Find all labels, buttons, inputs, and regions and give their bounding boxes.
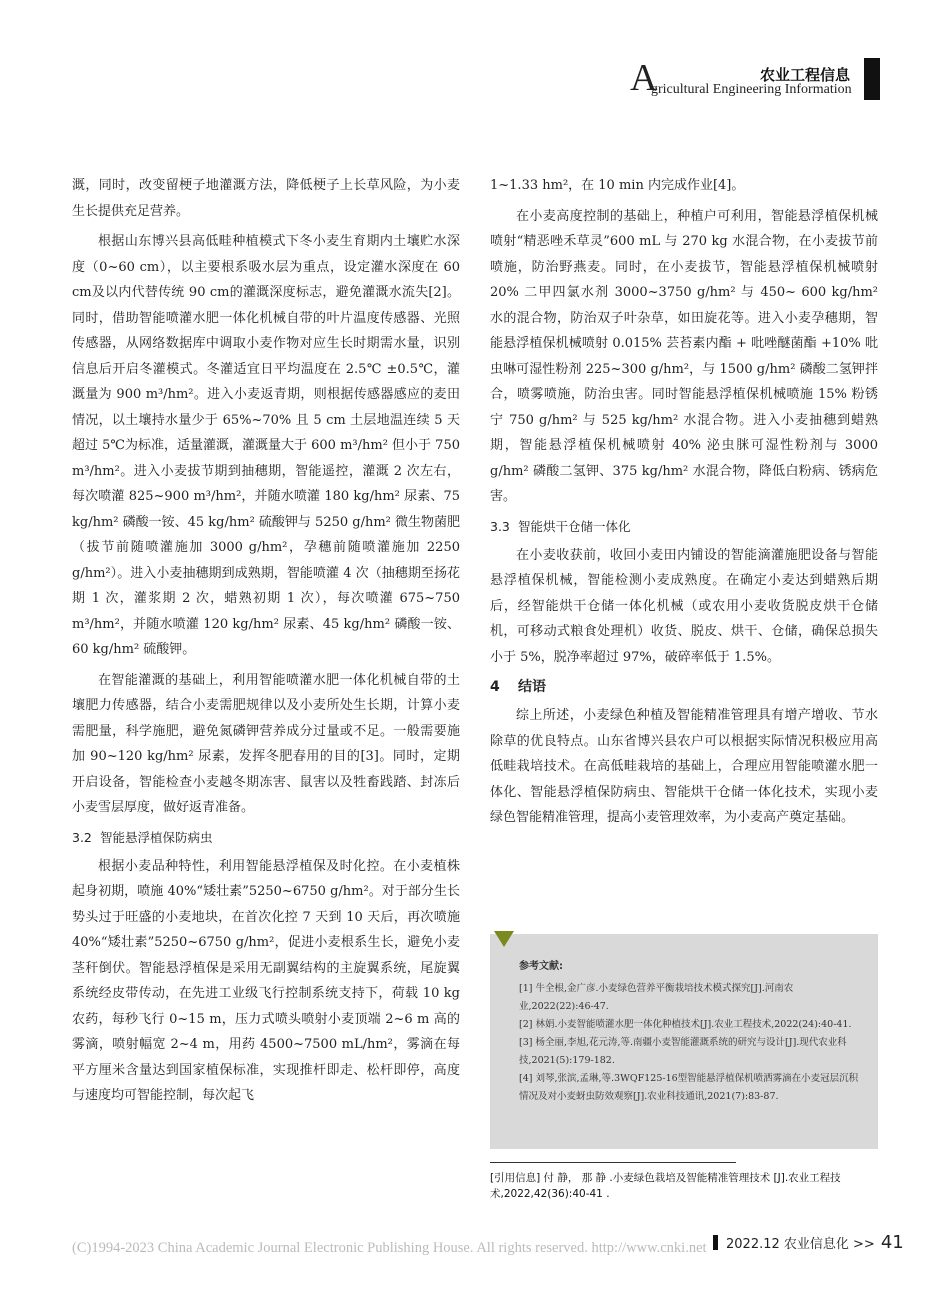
citation-info: [引用信息] 付 静， 那 静 .小麦绿色栽培及智能精准管理技术 [J].农业工程技术,2022,42(36):40-41 . — [490, 1172, 841, 1200]
reference-item: [1] 牛全根,金广彦.小麦绿色营养平衡栽培技术模式探究[J].河南农业,2022(22):46-47. — [519, 983, 794, 1012]
right-column — [490, 173, 878, 836]
reference-item: [4] 刘琴,张滨,孟琳,等.3WQF125-16型智能悬浮植保机喷洒雾滴在小麦冠层沉积情况及对小麦蚜虫防效观察[J].农业科技通讯,2021(7):83-87. — [519, 1073, 859, 1102]
bookmark-icon — [494, 931, 514, 947]
issue-label: 2022.12 农业信息化 >> — [726, 1237, 875, 1252]
header-bar — [864, 58, 880, 100]
paragraph: 根据小麦品种特性，利用智能悬浮植保及时化控。在小麦植株起身初期，喷施 40%“矮壮素”5250~6750 g/hm²。对于部分生长势头过于旺盛的小麦地块，在首次化控 7 天到 10 天后，再次喷施 40%“矮壮素”5250~6750 g/hm²，促进小麦根系生长，避免小麦茎秆倒伏。智能悬浮植保是采用无副翼结构的主旋翼系统，尾旋翼系统经皮带传动，在先进工业级飞行控制系统支持下，荷载 10 kg 农药，每秒飞行 0~15 m，压力式喷头喷射小麦顶端 2~6 m 高的雾滴，喷射幅宽 2~4 m，用药 4500~7500 mL/hm²，雾滴在每平方厘米含量达到国家植保标准，实现推杆即走、松杆即停，高度与速度均可智能控制，每次起飞 — [72, 858, 460, 1103]
copyright-watermark: (C)1994-2023 China Academic Journal Electronic Publishing House. All rights reserved. http://www.cnki.net — [72, 1240, 707, 1256]
journal-title-cn: 农业工程信息 — [759, 66, 850, 84]
page-number: 41 — [880, 1232, 904, 1253]
section-heading-3-3 — [490, 515, 878, 539]
journal-title-en: gricultural Engineering Information — [651, 82, 852, 97]
paragraph: 在小麦收获前，收回小麦田内铺设的智能滴灌施肥设备与智能悬浮植保机械，智能检测小麦成熟度。在确定小麦达到蜡熟后期后，经智能烘干仓储一体化机械（或农用小麦收货脱皮烘干仓储机，可移动式粮食处理机）收货、脱皮、烘干、仓储，确保总损失小于 5%，脱净率超过 97%，破碎率低于 1.5%。 — [490, 547, 878, 665]
paragraph: 1~1.33 hm²，在 10 min 内完成作业[4]。 — [490, 178, 745, 193]
reference-item: [3] 杨全丽,李旭,花元涛,等.南疆小麦智能灌溉系统的研究与设计[J].现代农业科技,2021(5):179-182. — [519, 1037, 847, 1066]
references-title: 参考文献: — [519, 961, 563, 972]
paragraph: 在智能灌溉的基础上，利用智能喷灌水肥一体化机械自带的土壤肥力传感器，结合小麦需肥规律以及小麦所处生长期，计算小麦需肥量，科学施肥，避免氮磷钾营养成分过量或不足。一般需要施加 90~120 kg/hm² 尿素，发挥冬肥春用的目的[3]。同时，定期开启设备，智能检查小麦越冬期冻害、鼠害以及牲畜践踏、封冻后小麦雪层厚度，做好返青准备。 — [72, 672, 460, 815]
section-number: 3.3 — [490, 518, 510, 534]
paragraph: 溉，同时，改变留梗子地灌溉方法，降低梗子上长草风险，为小麦生长提供充足营养。 — [72, 178, 460, 219]
footer-marker — [713, 1235, 718, 1250]
section-title: 智能烘干仓储一体化 — [518, 518, 631, 534]
section-number: 3.2 — [72, 829, 92, 845]
journal-logo-letter: A — [630, 57, 658, 99]
section-title: 智能悬浮植保防病虫 — [100, 829, 213, 845]
section-title: 结语 — [518, 679, 546, 695]
citation-divider — [490, 1162, 736, 1163]
section-heading-4 — [490, 675, 878, 699]
left-column — [72, 173, 460, 1114]
section-number: 4 — [490, 679, 500, 695]
references-box — [490, 934, 878, 1149]
journal-header — [630, 58, 880, 102]
paragraph: 根据山东博兴县高低畦种植模式下冬小麦生育期内土壤贮水深度（0~60 cm），以主要根系吸水层为重点，设定灌水深度在 60 cm及以内代替传统 90 cm的灌溉深度标志，避免灌溉水流失[2]。同时，借助智能喷灌水肥一体化机械自带的叶片温度传感器、光照传感器，从网络数据库中调取小麦作物对应生长时期需水量，识别信息后开启冬灌模式。冬灌适宜日平均温度在 2.5℃ ±0.5℃，灌溉量为 900 m³/hm²。进入小麦返青期，则根据传感器感应的麦田情况，以土壤持水量少于 65%~70% 且 5 cm 土层地温连续 5 天超过 5℃为标准，适量灌溉，灌溉量大于 600 m³/hm² 但小于 750 m³/hm²。进入小麦拔节期到抽穗期，智能遥控，灌溉 2 次左右，每次喷灌 825~900 m³/hm²，并随水喷灌 180 kg/hm² 尿素、75 kg/hm² 磷酸一铵、45 kg/hm² 硫酸钾与 5250 g/hm² 微生物菌肥（拔节前随喷灌施加 3000 g/hm²，孕穗前随喷灌施加 2250 g/hm²）。进入小麦抽穗期到成熟期，智能喷灌 4 次（抽穗期至扬花期 1 次，灌浆期 2 次，蜡熟初期 1 次），每次喷灌 675~750 m³/hm²，并随水喷灌 120 kg/hm² 尿素、45 kg/hm² 磷酸一铵、60 kg/hm² 硫酸钾。 — [72, 234, 461, 657]
paragraph: 在小麦高度控制的基础上，种植户可利用，智能悬浮植保机械喷射“精恶唑禾草灵”600 mL 与 270 kg 水混合物，在小麦拔节前喷施，防治野燕麦。同时，在小麦拔节，智能悬浮植保机械喷射 20% 二甲四氯水剂 3000~3750 g/hm² 与 450~ 600 kg/hm² 水的混合物，防治双子叶杂草，如田旋花等。进入小麦孕穗期，智能悬浮植保机械喷射 0.015% 芸苔素内酯 + 吡唑醚菌酯 +10% 吡虫啉可湿性粉剂 225~300 g/hm²，与 1500 g/hm² 磷酸二氢钾拌合，喷雾喷施，防治虫害。同时智能悬浮植保机械喷施 15% 粉锈宁 750 g/hm² 与 525 kg/hm² 水混合物。进入小麦抽穗到蜡熟期，智能悬浮植保机械喷射 40% 泌虫脒可湿性粉剂与 3000 g/hm² 磷酸二氢钾、375 kg/hm² 水混合物，降低白粉病、锈病危害。 — [490, 208, 878, 504]
paragraph: 综上所述，小麦绿色种植及智能精准管理具有增产增收、节水除草的优良特点。山东省博兴县农户可以根据实际情况积极应用高低畦栽培技术。在高低畦栽培的基础上，合理应用智能喷灌水肥一体化、智能悬浮植保防病虫、智能烘干仓储一体化技术，实现小麦绿色智能精准管理，提高小麦管理效率，为小麦高产奠定基础。 — [490, 708, 878, 825]
page-footer — [713, 1232, 904, 1253]
references-list — [519, 958, 861, 1106]
section-heading-3-2 — [72, 826, 460, 850]
reference-item: [2] 林娟.小麦智能喷灌水肥一体化种植技术[J].农业工程技术,2022(24):40-41. — [519, 1019, 852, 1030]
